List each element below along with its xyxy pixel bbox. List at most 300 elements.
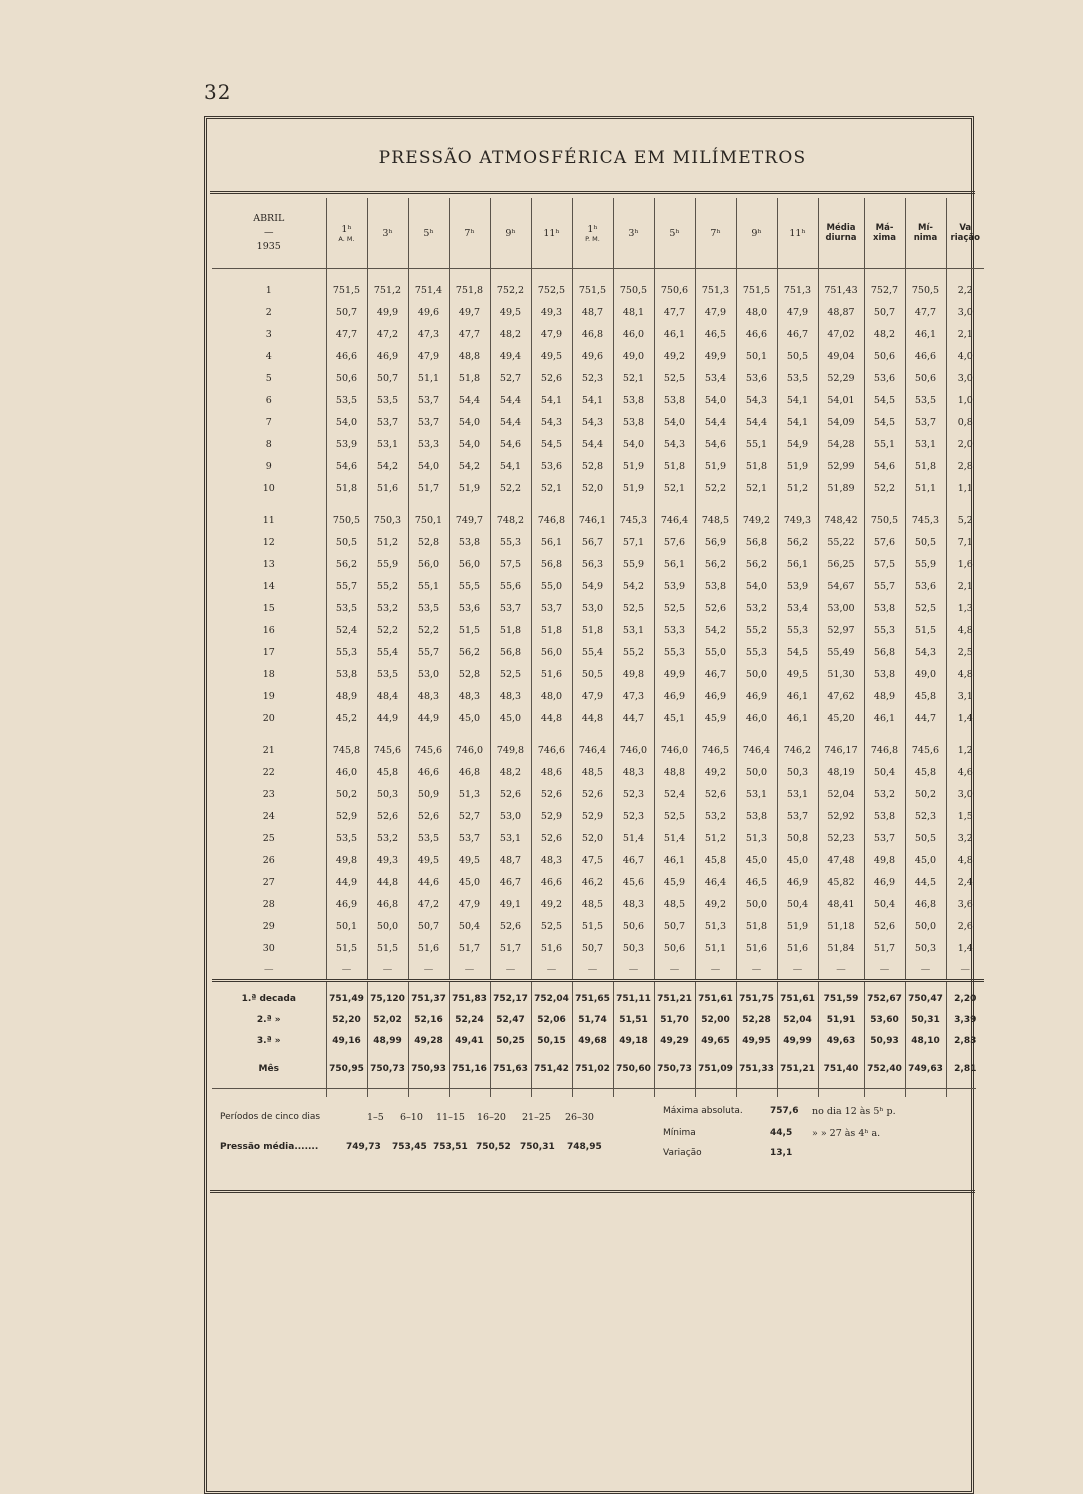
table-cell: 49,63	[818, 1030, 864, 1051]
table-cell: 1,5	[946, 805, 984, 827]
spacer-cell	[449, 499, 490, 509]
spacer-cell	[326, 269, 367, 280]
table-cell: —	[572, 959, 613, 981]
table-cell: 51,18	[818, 915, 864, 937]
table-cell: 46,8	[367, 893, 408, 915]
table-cell: 51,7	[449, 937, 490, 959]
row-label: 3	[265, 328, 272, 340]
table-cell: 52,5	[613, 597, 654, 619]
table-cell: 48,8	[654, 761, 695, 783]
table-cell: 47,2	[408, 893, 449, 915]
table-cell: 746,4	[572, 739, 613, 761]
table-cell: 56,8	[531, 553, 572, 575]
table-cell: 54,4	[695, 411, 736, 433]
table-cell: 54,01	[818, 389, 864, 411]
table-cell: 53,2	[736, 597, 777, 619]
table-cell: 53,5	[326, 827, 367, 849]
table-cell: 53,8	[864, 597, 905, 619]
spacer-cell	[613, 499, 654, 509]
pressure-value: 748,95	[567, 1142, 602, 1152]
row-label: 11	[262, 514, 275, 526]
table-cell: 52,04	[818, 783, 864, 805]
table-cell: 52,0	[572, 477, 613, 499]
table-cell: 746,2	[777, 739, 818, 761]
table-cell: 51,4	[654, 827, 695, 849]
table-cell: 47,2	[367, 323, 408, 345]
table-cell: 53,0	[408, 663, 449, 685]
table-cell: 55,4	[367, 641, 408, 663]
table-row	[212, 477, 984, 499]
table-cell: 54,2	[367, 455, 408, 477]
table-cell: 50,6	[613, 915, 654, 937]
table-cell: 52,6	[367, 805, 408, 827]
table-row	[212, 827, 984, 849]
table-cell: 750,47	[905, 982, 946, 1009]
spacer-cell	[449, 729, 490, 739]
table-cell: 56,7	[572, 531, 613, 553]
table-row	[212, 915, 984, 937]
spacer-cell	[572, 269, 613, 280]
spacer-cell	[695, 499, 736, 509]
table-row	[212, 531, 984, 553]
table-cell: 46,1	[654, 323, 695, 345]
table-cell: 50,6	[326, 367, 367, 389]
table-cell: 45,6	[613, 871, 654, 893]
table-cell: 53,1	[367, 433, 408, 455]
table-cell: 51,5	[449, 619, 490, 641]
table-cell: 49,2	[654, 345, 695, 367]
table-cell: 48,5	[654, 893, 695, 915]
table-cell: 52,5	[654, 805, 695, 827]
table-cell: 746,0	[613, 739, 654, 761]
min-value: 44,5	[770, 1128, 793, 1138]
spacer-cell	[531, 499, 572, 509]
table-cell: 48,2	[864, 323, 905, 345]
table-row	[212, 707, 984, 729]
table-cell: 51,84	[818, 937, 864, 959]
table-cell: 44,8	[367, 871, 408, 893]
table-cell: 56,0	[408, 553, 449, 575]
table-cell: 50,1	[326, 915, 367, 937]
table-cell: 3,0	[946, 367, 984, 389]
table-cell: 46,9	[367, 345, 408, 367]
table-cell: 53,60	[864, 1009, 905, 1030]
spacer-cell	[531, 729, 572, 739]
table-cell: 52,2	[490, 477, 531, 499]
page-number: 32	[204, 80, 232, 104]
table-cell: 51,89	[818, 477, 864, 499]
table-cell: 751,40	[818, 1051, 864, 1087]
month-dash: —	[264, 227, 274, 238]
table-cell: 52,6	[695, 597, 736, 619]
table-cell: 48,10	[905, 1030, 946, 1051]
table-cell: 751,61	[695, 982, 736, 1009]
col-header: 3ʰ	[613, 198, 654, 269]
table-cell: 52,3	[905, 805, 946, 827]
table-cell: 54,0	[736, 575, 777, 597]
table-cell: 49,8	[613, 663, 654, 685]
table-row	[212, 367, 984, 389]
table-cell: 49,5	[531, 345, 572, 367]
table-cell: 52,6	[531, 783, 572, 805]
table-cell: 52,5	[531, 915, 572, 937]
table-cell: 52,1	[736, 477, 777, 499]
table-cell: 49,2	[531, 893, 572, 915]
row-label: 20	[262, 712, 275, 724]
summary-row	[212, 1030, 984, 1051]
table-cell: 46,0	[613, 323, 654, 345]
table-cell: 49,41	[449, 1030, 490, 1051]
table-cell: 51,1	[695, 937, 736, 959]
table-cell: 751,16	[449, 1051, 490, 1087]
table-cell: 52,29	[818, 367, 864, 389]
table-cell: —	[531, 959, 572, 981]
table-cell: 48,9	[326, 685, 367, 707]
table-cell: 51,7	[864, 937, 905, 959]
table-cell: 46,7	[695, 663, 736, 685]
table-cell: 47,48	[818, 849, 864, 871]
table-cell: 54,0	[613, 433, 654, 455]
table-cell: 52,8	[572, 455, 613, 477]
table-cell: 50,0	[736, 893, 777, 915]
spacer-cell	[326, 729, 367, 739]
row-label: 1.ª decada	[241, 993, 296, 1004]
table-cell: 52,04	[777, 1009, 818, 1030]
table-cell: 48,3	[531, 849, 572, 871]
spacer-cell	[490, 729, 531, 739]
period: 26–30	[565, 1112, 594, 1123]
table-cell: 46,7	[490, 871, 531, 893]
table-cell: 46,1	[777, 707, 818, 729]
table-cell: 52,3	[572, 367, 613, 389]
period: 6–10	[400, 1112, 423, 1123]
table-cell: 751,09	[695, 1051, 736, 1087]
table-cell: 50,25	[490, 1030, 531, 1051]
table-cell: 55,9	[367, 553, 408, 575]
spacer-cell	[408, 499, 449, 509]
table-cell: —	[654, 959, 695, 981]
table-cell: 751,75	[736, 982, 777, 1009]
table-cell: 751,61	[777, 982, 818, 1009]
table-cell: 54,3	[905, 641, 946, 663]
spacer-cell	[777, 499, 818, 509]
table-cell: 51,30	[818, 663, 864, 685]
row-label: 21	[262, 744, 275, 756]
table-cell: 2,1	[946, 575, 984, 597]
table-cell: 52,6	[490, 915, 531, 937]
var-label: Variação	[663, 1148, 702, 1158]
spacer-cell	[326, 499, 367, 509]
table-cell: 47,9	[449, 893, 490, 915]
table-cell: 44,8	[531, 707, 572, 729]
row-label: —	[264, 963, 274, 975]
table-cell: 53,6	[905, 575, 946, 597]
table-cell: 52,2	[367, 619, 408, 641]
table-cell: 5,2	[946, 509, 984, 531]
table-cell: 46,0	[736, 707, 777, 729]
table-cell: 55,3	[326, 641, 367, 663]
table-cell: 2,20	[946, 982, 984, 1009]
table-cell: 54,6	[490, 433, 531, 455]
table-cell: 46,6	[531, 871, 572, 893]
table-cell: 54,2	[449, 455, 490, 477]
table-cell: 52,8	[408, 531, 449, 553]
spacer-cell	[777, 269, 818, 280]
page-title: PRESSÃO ATMOSFÉRICA EM MILÍMETROS	[378, 148, 807, 168]
table-cell: 752,7	[864, 279, 905, 301]
table-cell: 56,3	[572, 553, 613, 575]
table-cell: 48,8	[449, 345, 490, 367]
table-cell: 45,8	[695, 849, 736, 871]
col-header: 3ʰ	[367, 198, 408, 269]
dash-row	[212, 959, 984, 981]
table-cell: 751,3	[777, 279, 818, 301]
table-cell: 53,1	[613, 619, 654, 641]
table-row	[212, 455, 984, 477]
table-cell: 49,16	[326, 1030, 367, 1051]
table-cell: 51,5	[572, 915, 613, 937]
table-cell: 750,5	[864, 509, 905, 531]
table-cell: 55,9	[613, 553, 654, 575]
table-row	[212, 433, 984, 455]
table-cell: 47,9	[777, 301, 818, 323]
table-cell: 51,8	[572, 619, 613, 641]
table-cell: 53,8	[864, 663, 905, 685]
table-cell: 45,0	[736, 849, 777, 871]
table-cell: —	[613, 959, 654, 981]
table-cell: 54,0	[449, 433, 490, 455]
table-cell: 53,8	[695, 575, 736, 597]
table-cell: 48,0	[531, 685, 572, 707]
table-cell: 46,1	[654, 849, 695, 871]
table-cell: 57,6	[654, 531, 695, 553]
month-label: ABRIL	[253, 213, 285, 224]
table-cell: 53,5	[408, 827, 449, 849]
table-cell: 44,6	[408, 871, 449, 893]
table-cell: 48,41	[818, 893, 864, 915]
table-cell: 48,7	[490, 849, 531, 871]
table-cell: 52,1	[613, 367, 654, 389]
table-cell: 745,6	[408, 739, 449, 761]
table-row	[212, 597, 984, 619]
table-row	[212, 641, 984, 663]
table-cell: 50,7	[367, 367, 408, 389]
table-cell: 47,7	[654, 301, 695, 323]
table-cell: 51,74	[572, 1009, 613, 1030]
table-cell: 44,9	[367, 707, 408, 729]
table-cell: 46,5	[695, 323, 736, 345]
row-label: 3.ª »	[256, 1035, 281, 1046]
table-cell: 53,5	[905, 389, 946, 411]
table-cell: 51,2	[695, 827, 736, 849]
table-cell: 52,6	[695, 783, 736, 805]
table-cell: 45,9	[654, 871, 695, 893]
table-cell: 54,1	[572, 389, 613, 411]
table-cell: 57,1	[613, 531, 654, 553]
table-cell: 56,2	[695, 553, 736, 575]
table-cell: 54,4	[490, 411, 531, 433]
table-cell: 50,6	[864, 345, 905, 367]
summary-row	[212, 982, 984, 1009]
table-cell: 55,4	[572, 641, 613, 663]
table-cell: 3,1	[946, 685, 984, 707]
table-cell: 54,5	[777, 641, 818, 663]
table-cell: 48,87	[818, 301, 864, 323]
table-cell: 53,7	[864, 827, 905, 849]
row-label: 30	[262, 942, 275, 954]
table-cell: —	[736, 959, 777, 981]
table-cell: 55,2	[367, 575, 408, 597]
table-cell: 52,1	[531, 477, 572, 499]
table-cell: 4,0	[946, 345, 984, 367]
table-cell: 51,51	[613, 1009, 654, 1030]
table-cell: 749,2	[736, 509, 777, 531]
table-cell: 45,1	[654, 707, 695, 729]
table-cell: 48,5	[572, 761, 613, 783]
spacer-cell	[818, 269, 864, 280]
title-box	[210, 122, 975, 194]
spacer-row	[212, 269, 984, 280]
table-cell: 49,3	[367, 849, 408, 871]
table-cell: 54,0	[449, 411, 490, 433]
table-cell: 50,93	[864, 1030, 905, 1051]
table-cell: 52,2	[695, 477, 736, 499]
table-cell: 50,1	[736, 345, 777, 367]
table-cell: 52,06	[531, 1009, 572, 1030]
table-row	[212, 805, 984, 827]
table-cell: 55,3	[490, 531, 531, 553]
spacer-cell	[905, 269, 946, 280]
table-cell: 44,7	[905, 707, 946, 729]
table-cell: 751,5	[326, 279, 367, 301]
table-cell: 54,3	[572, 411, 613, 433]
table-cell: 52,4	[326, 619, 367, 641]
table-cell: 51,6	[777, 937, 818, 959]
table-cell: 51,9	[613, 455, 654, 477]
row-label: 25	[262, 832, 275, 844]
table-cell: 746,4	[654, 509, 695, 531]
table-cell: 56,25	[818, 553, 864, 575]
table-cell: 50,6	[905, 367, 946, 389]
pressure-value: 750,52	[476, 1142, 511, 1152]
table-cell: 2,8	[946, 455, 984, 477]
table-cell: 53,2	[367, 597, 408, 619]
table-cell: 54,09	[818, 411, 864, 433]
table-cell: 54,9	[777, 433, 818, 455]
spacer-cell	[367, 499, 408, 509]
table-cell: 57,5	[490, 553, 531, 575]
table-cell: 56,0	[531, 641, 572, 663]
table-cell: 49,4	[490, 345, 531, 367]
table-cell: 51,9	[777, 915, 818, 937]
table-cell: 750,3	[367, 509, 408, 531]
table-cell: 748,5	[695, 509, 736, 531]
table-cell: 751,49	[326, 982, 367, 1009]
table-cell: 750,73	[367, 1051, 408, 1087]
table-cell: 751,4	[408, 279, 449, 301]
table-cell: 50,4	[777, 893, 818, 915]
table-cell: 45,8	[905, 685, 946, 707]
table-cell: 53,7	[490, 597, 531, 619]
table-cell: 53,8	[613, 411, 654, 433]
table-cell: 1,1	[946, 477, 984, 499]
table-cell: 51,1	[905, 477, 946, 499]
table-cell: 54,0	[326, 411, 367, 433]
table-cell: 53,1	[905, 433, 946, 455]
table-cell: 56,2	[449, 641, 490, 663]
table-cell: 50,7	[408, 915, 449, 937]
table-cell: 54,3	[531, 411, 572, 433]
table-cell: 50,7	[864, 301, 905, 323]
table-cell: 750,60	[613, 1051, 654, 1087]
row-label: 22	[262, 766, 275, 778]
table-cell: 51,5	[367, 937, 408, 959]
table-cell: 46,6	[408, 761, 449, 783]
table-cell: 48,3	[449, 685, 490, 707]
table-cell: 49,9	[654, 663, 695, 685]
table-cell: 752,5	[531, 279, 572, 301]
table-cell: 51,3	[736, 827, 777, 849]
table-cell: 47,5	[572, 849, 613, 871]
table-cell: 51,7	[490, 937, 531, 959]
table-cell: 54,5	[864, 411, 905, 433]
col-header: 11ʰ	[777, 198, 818, 269]
table-cell: 50,31	[905, 1009, 946, 1030]
table-cell: 745,6	[367, 739, 408, 761]
month-header	[212, 198, 326, 269]
table-cell: 46,7	[613, 849, 654, 871]
table-cell: 52,6	[490, 783, 531, 805]
table-cell: 745,8	[326, 739, 367, 761]
row-label: 7	[265, 416, 272, 428]
table-cell: 55,22	[818, 531, 864, 553]
table-cell: 49,5	[408, 849, 449, 871]
table-cell: 50,2	[326, 783, 367, 805]
table-cell: 48,0	[736, 301, 777, 323]
table-cell: 55,1	[864, 433, 905, 455]
spacer-cell	[531, 269, 572, 280]
table-cell: 52,6	[572, 783, 613, 805]
table-cell: 55,1	[736, 433, 777, 455]
table-cell: 49,6	[408, 301, 449, 323]
table-cell: 0,8	[946, 411, 984, 433]
table-cell: 55,3	[864, 619, 905, 641]
table-cell: 54,6	[864, 455, 905, 477]
table-cell: 55,7	[326, 575, 367, 597]
table-cell: 47,3	[408, 323, 449, 345]
table-cell: 50,15	[531, 1030, 572, 1051]
table-cell: 52,20	[326, 1009, 367, 1030]
table-cell: 45,2	[326, 707, 367, 729]
table-cell: 51,6	[367, 477, 408, 499]
table-cell: 52,2	[864, 477, 905, 499]
table-cell: 50,5	[905, 827, 946, 849]
table-cell: 53,1	[490, 827, 531, 849]
table-cell: 46,4	[695, 871, 736, 893]
table-cell: 53,5	[367, 663, 408, 685]
table-cell: 55,3	[777, 619, 818, 641]
table-cell: 49,95	[736, 1030, 777, 1051]
spacer-cell	[695, 269, 736, 280]
table-cell: 54,4	[449, 389, 490, 411]
table-cell: 45,0	[490, 707, 531, 729]
table-row	[212, 739, 984, 761]
table-cell: 54,4	[736, 411, 777, 433]
table-cell: 53,7	[408, 411, 449, 433]
spacer-cell	[905, 729, 946, 739]
table-cell: 44,7	[613, 707, 654, 729]
table-cell: 53,00	[818, 597, 864, 619]
